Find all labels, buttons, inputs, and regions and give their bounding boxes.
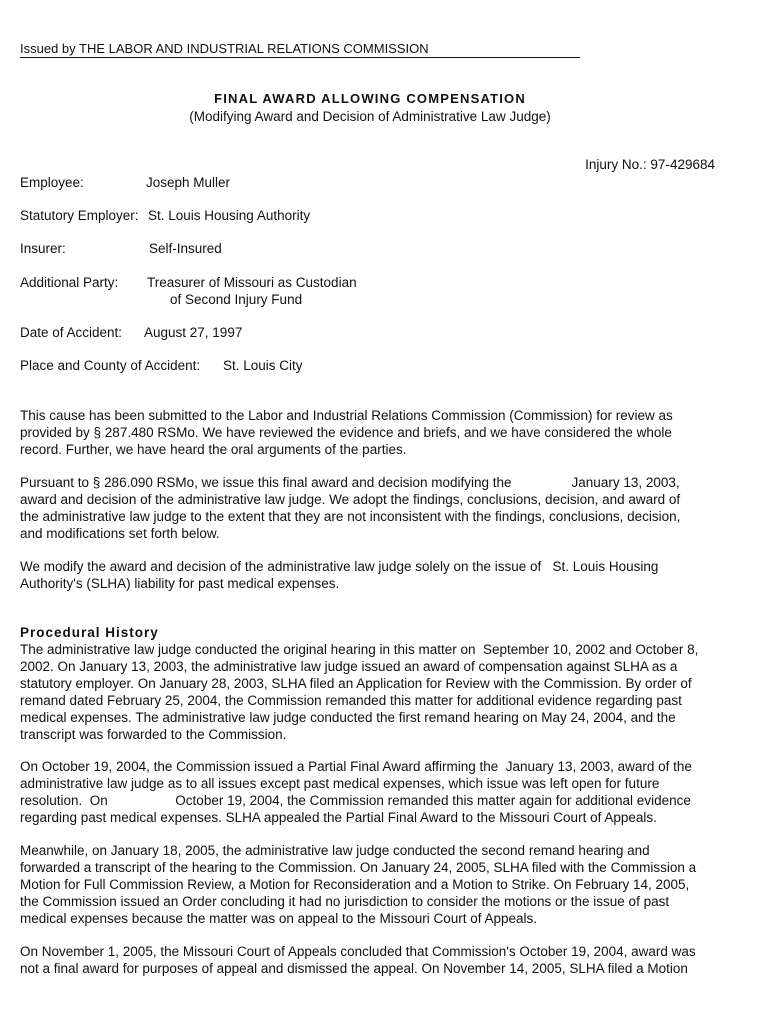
paragraph-line: medical expenses because the matter was on appeal to the Missouri Court of Appeals. — [20, 911, 538, 926]
paragraph-line: award and decision of the administrative law judge. We adopt the findings, conclusions, decision, and award of — [20, 492, 681, 507]
paragraph-line: remand dated February 25, 2004, the Commission remanded this matter for additional evidence regarding past — [20, 693, 682, 708]
paragraph-line: Authority's (SLHA) liability for past medical expenses. — [20, 576, 340, 591]
paragraph-line: resolution. On October 19, 2004, the Commission remanded this matter again for additional evidence — [20, 793, 691, 808]
paragraph-original-hearing — [20, 641, 720, 743]
section-heading-procedural-history: Procedural History — [20, 625, 159, 640]
employer-value: St. Louis Housing Authority — [148, 208, 311, 223]
paragraph-court-of-appeals — [20, 943, 720, 977]
paragraph-line: Meanwhile, on January 18, 2005, the administrative law judge conducted the second remand hearing and — [20, 843, 650, 858]
paragraph-line: The administrative law judge conducted the original hearing in this matter on September 10, 2002 and October 8, — [20, 642, 699, 657]
paragraph-line: Motion for Full Commission Review, a Motion for Reconsideration and a Motion to Strike. On February 14, 2005, — [20, 877, 690, 892]
paragraph-line: 2002. On January 13, 2003, the administrative law judge issued an award of compensation against SLHA as a — [20, 659, 678, 674]
paragraph-line: This cause has been submitted to the Labor and Industrial Relations Commission (Commission) for review as — [20, 408, 673, 423]
issued-by-line: Issued by THE LABOR AND INDUSTRIAL RELATIONS COMMISSION — [20, 41, 580, 58]
paragraph-line: not a final award for purposes of appeal and dismissed the appeal. On November 14, 2005, SLHA filed a Motion — [20, 961, 688, 976]
additional-party-label: Additional Party: — [20, 275, 119, 290]
insurer-label: Insurer: — [20, 241, 66, 256]
employee-label: Employee: — [20, 175, 84, 190]
additional-party-value-line2: of Second Injury Fund — [170, 292, 303, 307]
additional-party-value-line1: Treasurer of Missouri as Custodian — [147, 275, 357, 290]
award-title: FINAL AWARD ALLOWING COMPENSATION — [214, 91, 526, 106]
paragraph-second-remand — [20, 842, 720, 927]
paragraph-partial-award — [20, 758, 720, 826]
paragraph-line: regarding past medical expenses. SLHA appealed the Partial Final Award to the Missouri Court of Appeals. — [20, 810, 657, 825]
place-of-accident-value: St. Louis City — [223, 358, 303, 373]
paragraph-line: We modify the award and decision of the administrative law judge solely on the issue of St. Louis Housing — [20, 559, 659, 574]
paragraph-line: statutory employer. On January 28, 2003, SLHA filed an Application for Review with the Commission. By order of — [20, 676, 692, 691]
paragraph-line: and modifications set forth below. — [20, 526, 220, 541]
paragraph-line: On October 19, 2004, the Commission issued a Partial Final Award affirming the January 13, 2003, award of the — [20, 759, 692, 774]
paragraph-review — [20, 407, 720, 458]
paragraph-line: On November 1, 2005, the Missouri Court of Appeals concluded that Commission's October 19, 2004, award was — [20, 944, 696, 959]
paragraph-line: forwarded a transcript of the hearing to the Commission. On January 24, 2005, SLHA filed with the Commission a — [20, 860, 697, 875]
award-subtitle: (Modifying Award and Decision of Administrative Law Judge) — [189, 109, 551, 124]
paragraph-modifying — [20, 474, 720, 542]
employee-value: Joseph Muller — [146, 175, 231, 190]
paragraph-line: administrative law judge as to all issues except past medical expenses, which issue was left open for future — [20, 776, 660, 791]
date-of-accident-value: August 27, 1997 — [144, 325, 243, 340]
employer-label: Statutory Employer: — [20, 208, 139, 223]
paragraph-line: Pursuant to § 286.090 RSMo, we issue this final award and decision modifying the January 13, 2003, — [20, 475, 680, 490]
paragraph-line: medical expenses. The administrative law judge conducted the first remand hearing on May 24, 2004, and the — [20, 710, 676, 725]
place-of-accident-label: Place and County of Accident: — [20, 358, 201, 373]
paragraph-issue — [20, 558, 720, 592]
paragraph-line: transcript was forwarded to the Commission. — [20, 727, 287, 742]
injury-number: Injury No.: 97-429684 — [585, 157, 715, 172]
paragraph-line: provided by § 287.480 RSMo. We have reviewed the evidence and briefs, and we have considered the whole — [20, 425, 672, 440]
paragraph-line: the Commission issued an Order concluding it had no jurisdiction to consider the motions or the issue of past — [20, 894, 670, 909]
date-of-accident-label: Date of Accident: — [20, 325, 123, 340]
insurer-value: Self-Insured — [149, 241, 222, 256]
paragraph-line: record. Further, we have heard the oral arguments of the parties. — [20, 442, 407, 457]
paragraph-line: the administrative law judge to the extent that they are not inconsistent with the findings, conclusions, decision, — [20, 509, 681, 524]
